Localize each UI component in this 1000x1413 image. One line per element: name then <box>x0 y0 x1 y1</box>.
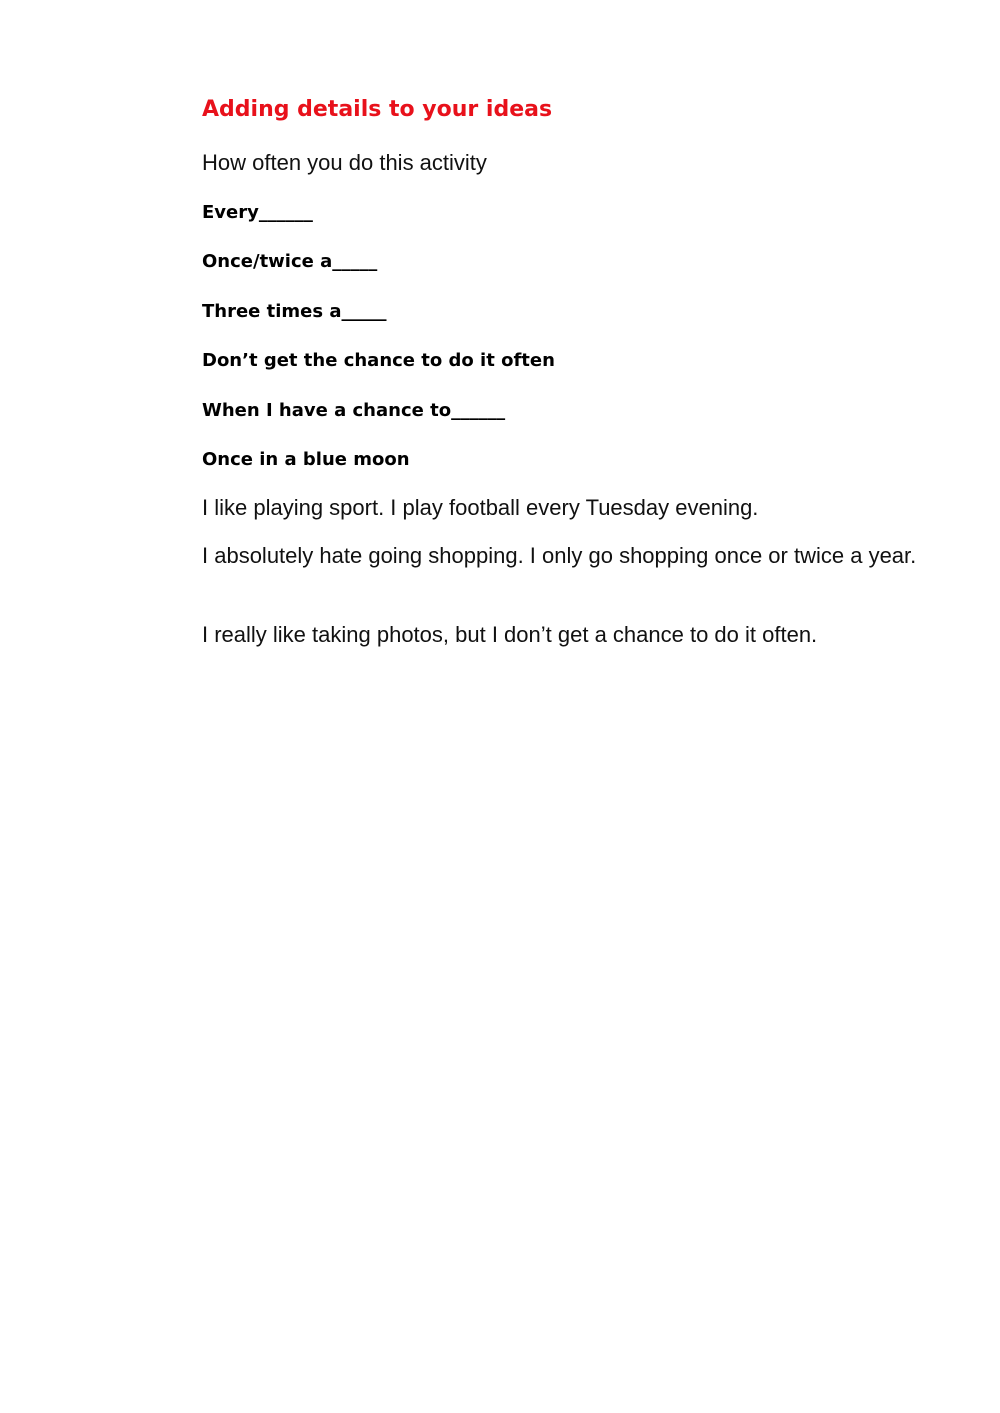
phrase-three-times: Three times a_____ <box>202 301 387 322</box>
phrase-once-twice: Once/twice a_____ <box>202 251 378 272</box>
example-sentence: I absolutely hate going shopping. I only go shopping once or twice a year. <box>202 543 917 568</box>
phrase-every: Every______ <box>202 202 313 223</box>
page-title: Adding details to your ideas <box>202 97 553 122</box>
phrase-blue-moon: Once in a blue moon <box>202 449 410 470</box>
intro-text: How often you do this activity <box>202 150 487 175</box>
example-sentence: I like playing sport. I play football every Tuesday evening. <box>202 495 759 520</box>
example-sentence: I really like taking photos, but I don’t get a chance to do it often. <box>202 622 818 647</box>
phrase-dont-get-chance: Don’t get the chance to do it often <box>202 350 555 371</box>
phrase-when-i-have-chance: When I have a chance to______ <box>202 400 506 421</box>
